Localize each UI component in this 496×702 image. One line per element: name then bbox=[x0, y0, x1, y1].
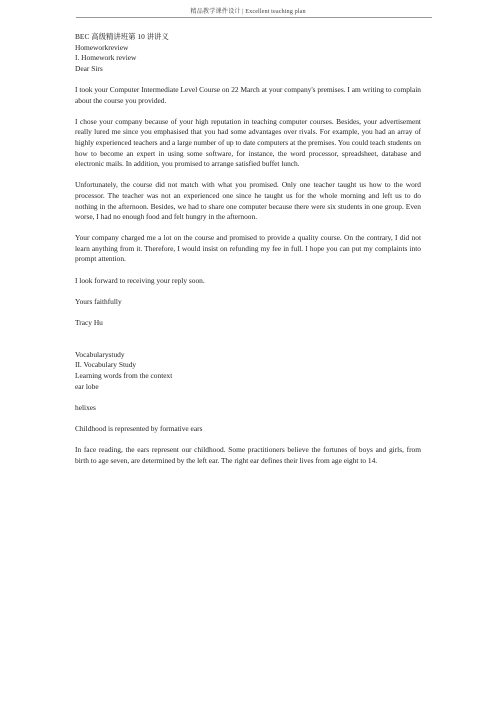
page-header: 精品教学课件设计 | Excellent teaching plan bbox=[190, 8, 306, 15]
vocabulary-intro: Learning words from the context bbox=[75, 371, 173, 380]
letter-closing: Yours faithfully bbox=[75, 296, 122, 306]
letter-paragraph-5: I look forward to receiving your reply soon. bbox=[75, 275, 205, 285]
letter-signature: Tracy Hu bbox=[75, 318, 103, 328]
letter-salutation: Dear Sirs bbox=[75, 63, 103, 73]
header-divider bbox=[76, 17, 432, 18]
letter-paragraph-2: I chose your company because of your high reputation in teaching computer courses. Besides, your advertisement really lured me since you emphasised that you had some advantages over rivals. For example, you had an array of highly experienced teachers and a large number of up to date computers at the premises. You could teach students on how to become an expert in using some software, for instance, the word processor, spreadsheet, database and electronic mails. In addition, you promised to arrange satisfied buffet lunch. bbox=[75, 116, 421, 169]
letter-paragraph-1: I took your Computer Intermediate Level Course on 22 March at your company's premises. I am writing to complain about the course you provided. bbox=[75, 84, 421, 105]
section-label-vocabulary: Vocabularystudy bbox=[75, 349, 125, 359]
document-title: BEC 高级精讲班第 10 讲讲义 bbox=[75, 32, 169, 41]
vocabulary-paragraph: In face reading, the ears represent our childhood. Some practitioners believe the fortunes of boys and girls, from birth to age seven, are determined by the left ear. The right ear defines their lives from age eight to 14. bbox=[75, 445, 421, 465]
vocabulary-term-ear-lobe: ear lobe bbox=[75, 381, 99, 391]
section-heading-vocabulary: II. Vocabulary Study bbox=[75, 360, 137, 370]
letter-paragraph-3: Unfortunately, the course did not match with what you promised. Only one teacher taught us how to the word processor. The teacher was not an experienced one since he taught us for the whole morning and left us to do nothing in the afternoon. Besides, we had to share one computer because there were six students in one group. Even worse, I had no enough food and felt hungry in the afternoon. bbox=[75, 180, 421, 222]
document-body bbox=[75, 32, 421, 466]
vocabulary-term-helixes: helixes bbox=[75, 402, 96, 412]
section-heading-homework: I. Homework review bbox=[75, 53, 137, 63]
vocabulary-sentence: Childhood is represented by formative ears bbox=[75, 423, 203, 433]
letter-paragraph-4: Your company charged me a lot on the course and promised to provide a quality course. On the contrary, I did not learn anything from it. Therefore, I would insist on refunding my fee in full. I hope you can put my complaints into prompt attention. bbox=[75, 233, 421, 264]
section-label-homework: Homeworkreview bbox=[75, 42, 129, 52]
